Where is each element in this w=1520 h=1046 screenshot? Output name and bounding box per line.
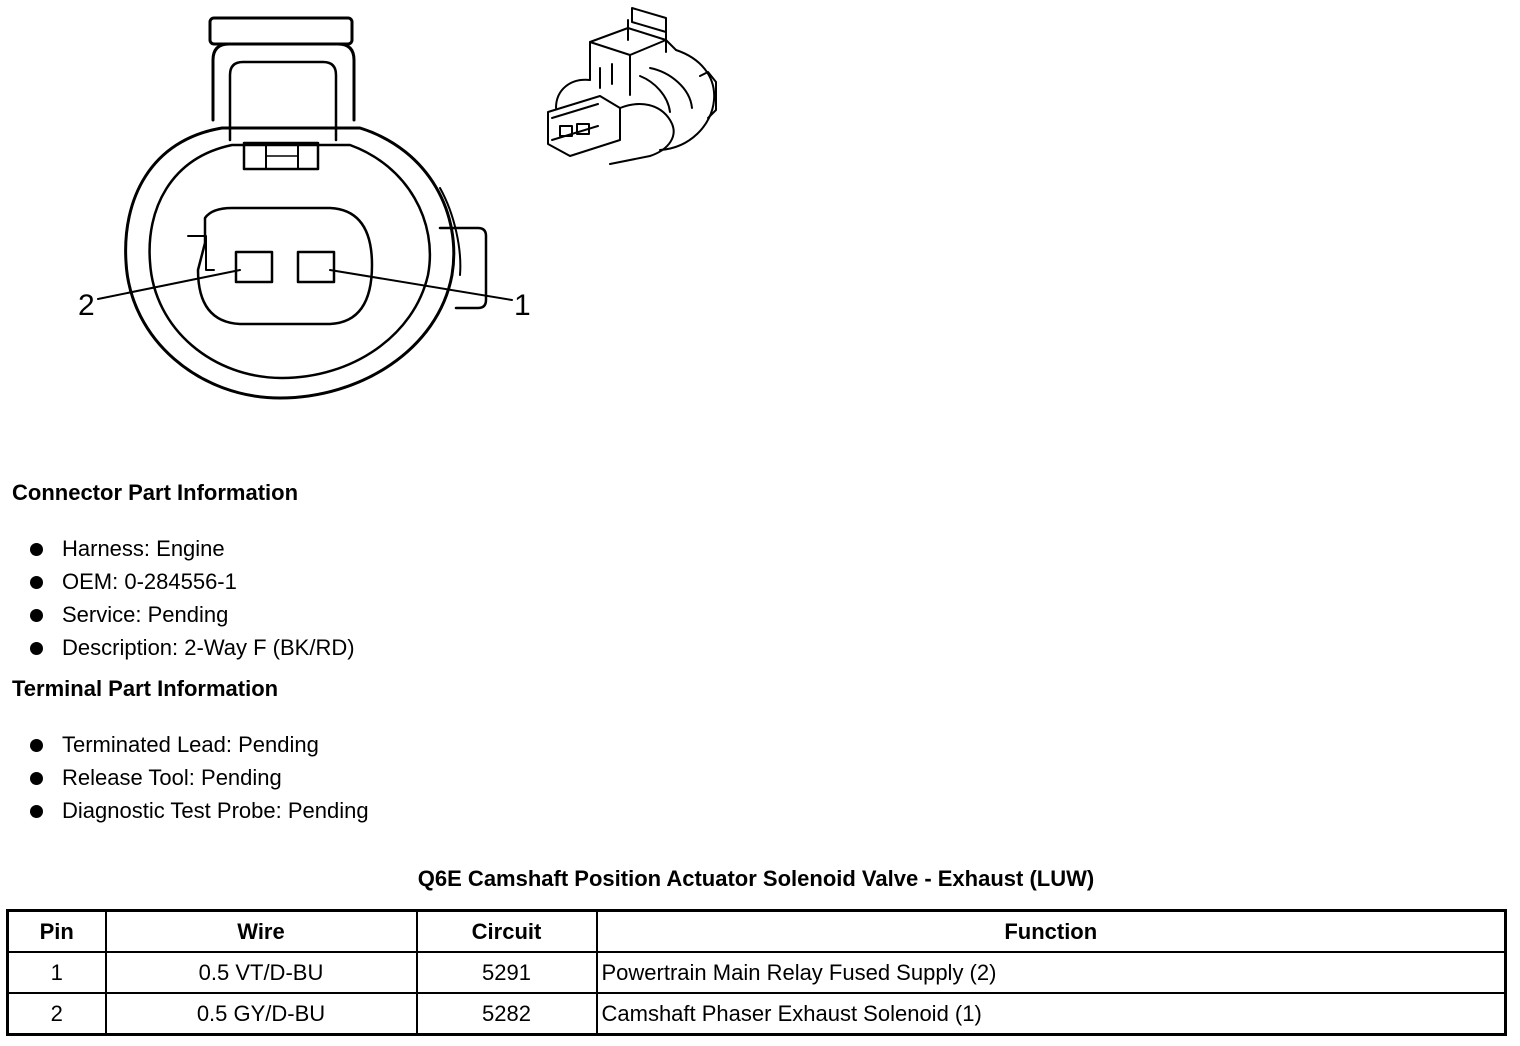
list-item: Release Tool: Pending (30, 764, 369, 797)
cell-circuit: 5282 (417, 993, 597, 1035)
header-function: Function (597, 911, 1506, 953)
connector-info-list (30, 535, 355, 667)
pin-2-callout: 2 (78, 289, 95, 322)
cell-pin: 2 (8, 993, 106, 1035)
cell-wire: 0.5 VT/D-BU (106, 952, 417, 993)
bullet-icon (30, 642, 43, 655)
list-item: Description: 2-Way F (BK/RD) (30, 634, 355, 667)
table-row (8, 993, 1506, 1035)
list-item: Terminated Lead: Pending (30, 731, 369, 764)
table-row (8, 952, 1506, 993)
list-item: Diagnostic Test Probe: Pending (30, 797, 369, 830)
header-circuit: Circuit (417, 911, 597, 953)
pin-1-terminal (298, 252, 334, 282)
cell-wire: 0.5 GY/D-BU (106, 993, 417, 1035)
table-title: Q6E Camshaft Position Actuator Solenoid Valve - Exhaust (LUW) (417, 866, 1095, 891)
cell-circuit: 5291 (417, 952, 597, 993)
list-item: OEM: 0-284556-1 (30, 568, 355, 601)
bullet-icon (30, 772, 43, 785)
terminal-info-heading: Terminal Part Information (12, 676, 279, 701)
connector-face-view (98, 18, 512, 398)
bullet-icon (30, 576, 43, 589)
cell-pin: 1 (8, 952, 106, 993)
cell-function: Camshaft Phaser Exhaust Solenoid (1) (597, 993, 1506, 1035)
bullet-icon (30, 609, 43, 622)
bullet-icon (30, 805, 43, 818)
connector-isometric-view (548, 8, 716, 164)
bullet-icon (30, 739, 43, 752)
bullet-icon (30, 543, 43, 556)
header-pin: Pin (8, 911, 106, 953)
connector-diagram (0, 0, 760, 420)
pin-2-leader (98, 270, 240, 299)
connector-info-heading: Connector Part Information (12, 480, 299, 505)
pin-1-callout: 1 (514, 289, 531, 322)
pinout-table (6, 909, 1507, 1036)
list-item: Harness: Engine (30, 535, 355, 568)
cell-function: Powertrain Main Relay Fused Supply (2) (597, 952, 1506, 993)
table-header-row (8, 911, 1506, 953)
pin-2-terminal (236, 252, 272, 282)
list-item: Service: Pending (30, 601, 355, 634)
terminal-info-list (30, 731, 369, 830)
header-wire: Wire (106, 911, 417, 953)
